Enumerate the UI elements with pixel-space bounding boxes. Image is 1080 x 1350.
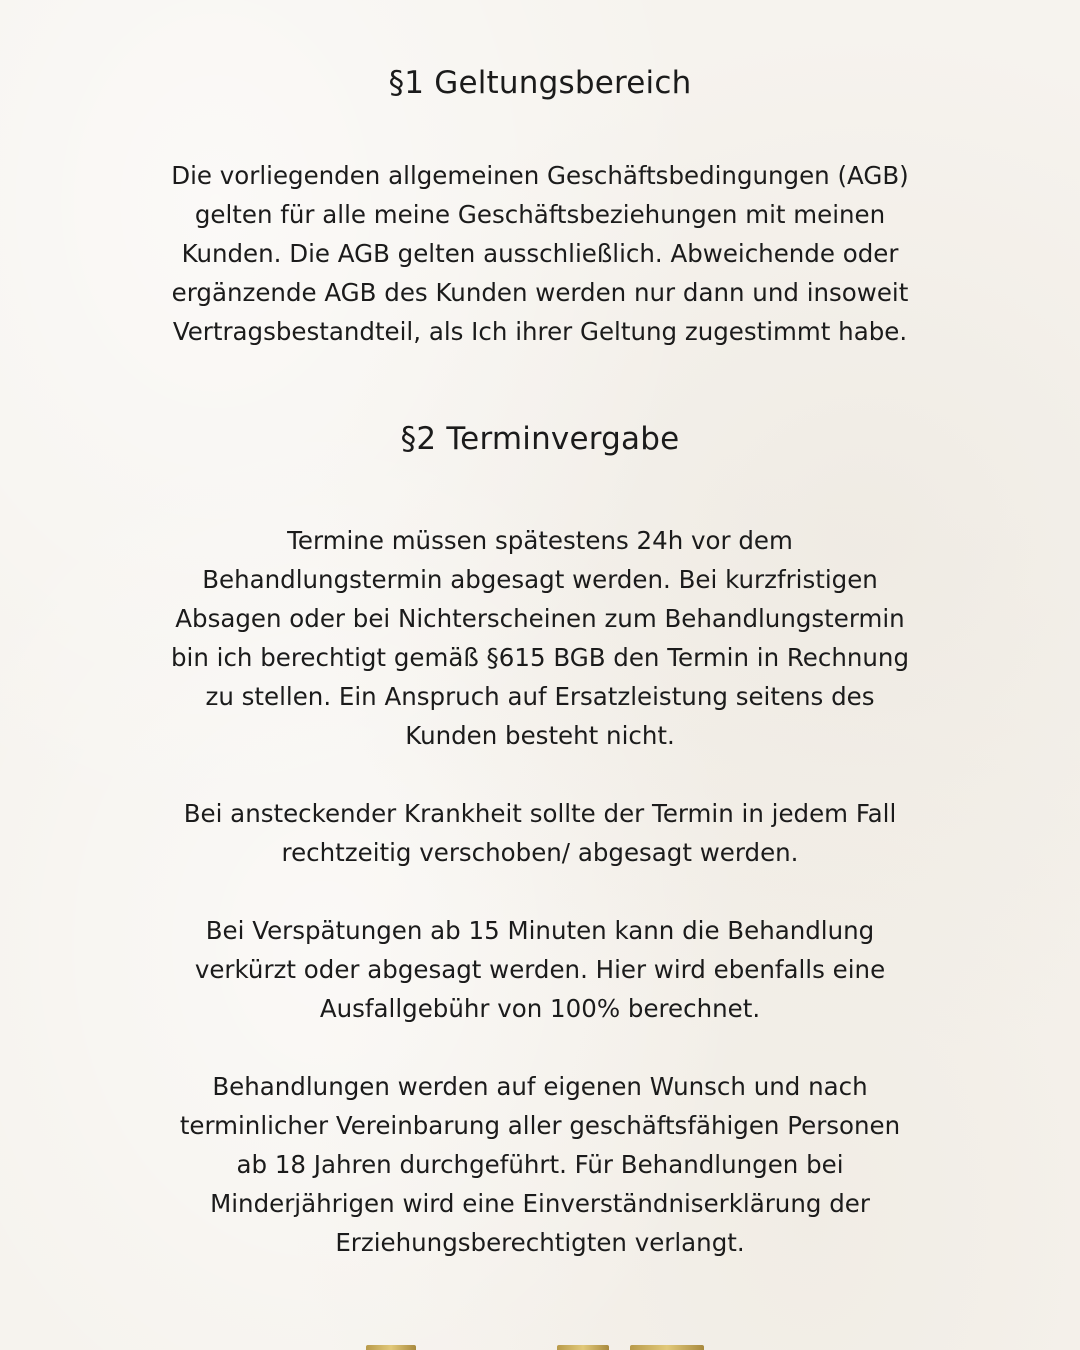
section-2-heading: §2 Terminvergabe (400, 421, 680, 457)
section-1-text: Die vorliegenden allgemeinen Geschäftsbedingungen (AGB) gelten für alle meine Geschäftsbeziehungen mit meinen Kunden. Die AGB gelten ausschließlich. Abweichende oder ergänzende AGB des Kunden werden nur dann und insoweit Vertragsbestandteil, als Ich ihrer Geltung zugestimmt habe. (171, 161, 909, 346)
section-1-heading: §1 Geltungsbereich (388, 65, 692, 101)
section-2-paragraph-minors: Behandlungen werden auf eigenen Wunsch und nach terminlicher Vereinbarung aller geschäftsfähigen Personen ab 18 Jahren durchgeführt. Für Behandlungen bei Minderjährigen wird eine Einverständniserklärung der Erziehungsberechtigten verlangt. (179, 1072, 901, 1257)
section-2-paragraph-cancellation: Termine müssen spätestens 24h vor dem Behandlungstermin abgesagt werden. Bei kurzfristigen Absagen oder bei Nichterscheinen zum Behandlungstermin bin ich berechtigt gemäß §615 BGB den Termin in Rechnung zu stellen. Ein Anspruch auf Ersatzleistung seitens des Kunden besteht nicht. (170, 526, 910, 750)
gold-ornament-left (366, 1345, 416, 1350)
gold-ornament-right (630, 1345, 704, 1350)
section-2-paragraph-illness: Bei ansteckender Krankheit sollte der Termin in jedem Fall rechtzeitig verschoben/ abgesagt werden. (183, 799, 897, 867)
gold-ornament-center (557, 1345, 609, 1350)
section-2-paragraph-lateness: Bei Verspätungen ab 15 Minuten kann die Behandlung verkürzt oder abgesagt werden. Hier wird ebenfalls eine Ausfallgebühr von 100% berechnet. (194, 916, 886, 1023)
